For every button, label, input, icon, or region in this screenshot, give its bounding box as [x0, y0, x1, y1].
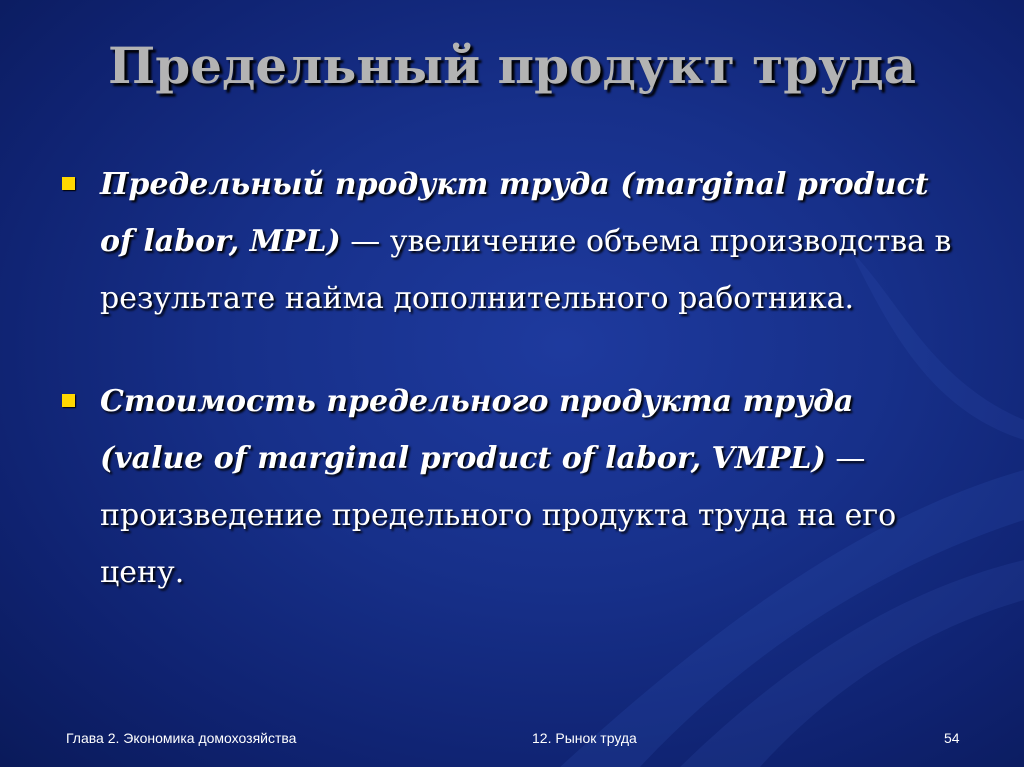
slide-title: Предельный продукт труда — [108, 36, 916, 95]
term-vmpl: Стоимость предельного продукта труда (value of marginal product of labor, VMPL) — [100, 384, 854, 476]
footer-chapter: Глава 2. Экономика домохозяйства — [66, 730, 297, 746]
square-bullet-icon — [62, 394, 75, 407]
definition-vmpl: — произведение предельного продукта труда на его цену. — [100, 441, 897, 590]
term-mpl: Предельный продукт труда (marginal product of labor, MPL) — [100, 167, 929, 259]
square-bullet-icon — [62, 177, 75, 190]
bullet-list — [62, 156, 962, 601]
footer-section: 12. Рынок труда — [532, 730, 637, 746]
page-number: 54 — [944, 730, 960, 746]
definition-mpl: — увеличение объема производства в результате найма дополнительного работника. — [100, 224, 952, 316]
bullet-vmpl — [62, 373, 962, 601]
bullet-mpl — [62, 156, 962, 327]
